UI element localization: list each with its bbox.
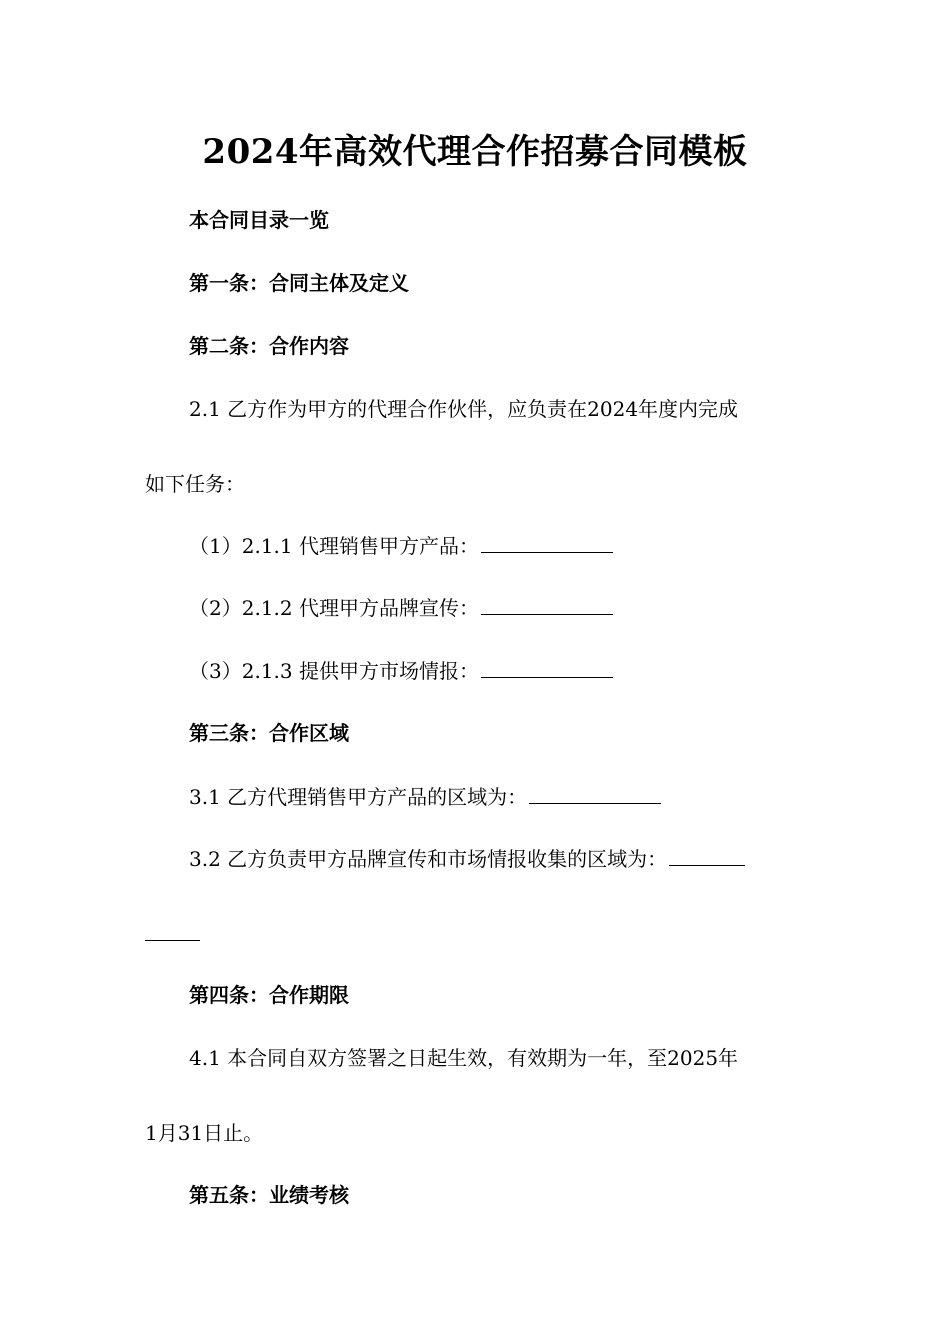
clause-4-1-line-2: 1月31日止。 (145, 1121, 264, 1145)
item-2-1-1-blank (481, 534, 613, 553)
clause-3-2-blank-continued (145, 920, 200, 948)
article-2-heading: 第二条：合作内容 (189, 334, 349, 358)
item-2-1-1-label: （1）2.1.1 代理销售甲方产品： (189, 534, 479, 558)
item-2-1-3 (189, 657, 613, 685)
clause-3-1 (189, 783, 661, 811)
clause-4-1-line-1: 4.1 本合同自双方签署之日起生效，有效期为一年，至2025年 (189, 1046, 739, 1070)
clause-3-2-blank-wrap (145, 922, 200, 941)
clause-3-2 (189, 845, 745, 873)
item-2-1-2 (189, 594, 613, 622)
article-3-heading: 第三条：合作区域 (189, 721, 349, 745)
clause-3-2-label: 3.2 乙方负责甲方品牌宣传和市场情报收集的区域为： (189, 847, 668, 871)
article-5-heading: 第五条：业绩考核 (189, 1183, 349, 1207)
clause-3-1-label: 3.1 乙方代理销售甲方产品的区域为： (189, 785, 528, 809)
clause-3-2-blank (669, 847, 745, 866)
item-2-1-3-label: （3）2.1.3 提供甲方市场情报： (189, 659, 479, 683)
clause-3-1-blank (529, 785, 661, 804)
clause-2-1-line-2: 如下任务： (145, 472, 245, 496)
article-1-heading: 第一条：合同主体及定义 (189, 271, 409, 295)
clause-2-1-line-1: 2.1 乙方作为甲方的代理合作伙伴，应负责在2024年度内完成 (189, 397, 739, 421)
item-2-1-2-label: （2）2.1.2 代理甲方品牌宣传： (189, 596, 479, 620)
item-2-1-2-blank (481, 596, 613, 615)
item-2-1-3-blank (481, 659, 613, 678)
item-2-1-1 (189, 532, 613, 560)
toc-heading: 本合同目录一览 (189, 208, 329, 232)
document-title: 2024年高效代理合作招募合同模板 (202, 132, 748, 172)
article-4-heading: 第四条：合作期限 (189, 983, 349, 1007)
